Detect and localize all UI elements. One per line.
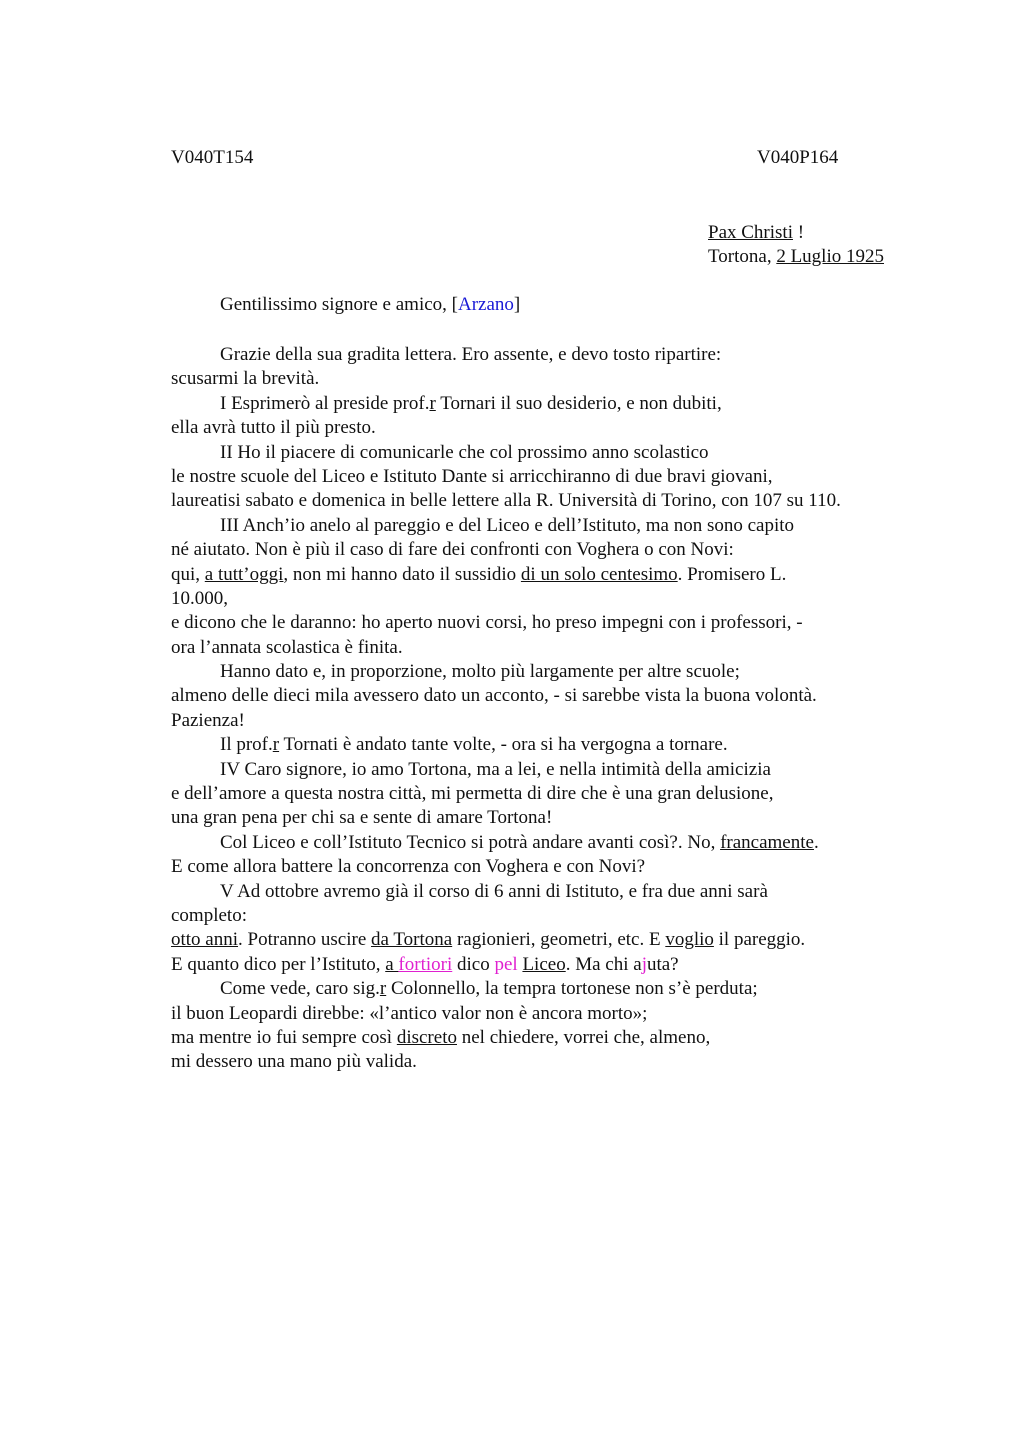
body-line: I Esprimerò al preside prof.r Tornari il suo desiderio, e non dubiti, <box>220 392 722 414</box>
body-line: né aiutato. Non è più il caso di fare dei confronti con Voghera o con Novi: <box>171 539 734 561</box>
body-line: Col Liceo e coll’Istituto Tecnico si potrà andare avanti così?. No, francamente. <box>220 831 819 853</box>
body-line: il buon Leopardi direbbe: «l’antico valor non è ancora morto»; <box>171 1002 648 1024</box>
annotation-j: j <box>641 953 647 975</box>
body-line: II Ho il piacere di comunicarle che col prossimo anno scolastico <box>220 441 709 463</box>
body-line: almeno delle dieci mila avessero dato un acconto, - si sarebbe vista la buona volontà. <box>171 685 817 707</box>
body-line: IV Caro signore, io amo Tortona, ma a lei, e nella intimità della amicizia <box>220 758 771 780</box>
body-line: Come vede, caro sig.r Colonnello, la tempra tortonese non s’è perduta; <box>220 978 758 1000</box>
body-line: Hanno dato e, in proporzione, molto più largamente per altre scuole; <box>220 661 740 683</box>
annotation-pel: pel <box>494 953 518 975</box>
document-code-left: V040T154 <box>171 147 254 168</box>
body-line: ella avrà tutto il più presto. <box>171 417 376 439</box>
recipient-name: Arzano <box>457 294 514 315</box>
body-line: otto anni. Potranno uscire da Tortona ragionieri, geometri, etc. E voglio il pareggio. <box>171 929 806 951</box>
body-line: scusarmi la brevità. <box>171 368 320 390</box>
body-line: E come allora battere la concorrenza con Voghera e con Novi? <box>171 856 646 878</box>
body-line: e dell’amore a questa nostra città, mi permetta di dire che è una gran delusione, <box>171 783 774 805</box>
body-line: E quanto dico per l’Istituto, a fortiori dico pel Liceo. Ma chi ajuta? <box>171 953 679 975</box>
pax-mark: ! <box>792 222 805 243</box>
place-date-line <box>708 245 884 269</box>
body-line: laureatisi sabato e domenica in belle lettere alla R. Università di Torino, con 107 su 110. <box>171 490 841 512</box>
place: Tortona, <box>708 246 777 267</box>
body-line: V Ad ottobre avremo già il corso di 6 anni di Istituto, e fra due anni sarà <box>220 880 768 902</box>
body-line: Grazie della sua gradita lettera. Ero assente, e devo tosto ripartire: <box>220 344 722 365</box>
body-line: qui, a tutt’oggi, non mi hanno dato il sussidio di un solo centesimo. Promisero L. <box>171 563 787 585</box>
body-line: le nostre scuole del Liceo e Istituto Dante si arricchiranno di due bravi giovani, <box>171 465 773 487</box>
greeting: Gentilissimo signore e amico, [Arzano] <box>220 294 521 315</box>
body-line: e dicono che le daranno: ho aperto nuovi corsi, ho preso impegni con i professori, - <box>171 612 803 634</box>
body-line: una gran pena per chi sa e sente di amare Tortona! <box>171 807 553 829</box>
body-line: 10.000, <box>171 587 228 609</box>
body-line: mi dessero una mano più valida. <box>171 1051 417 1073</box>
body-line: completo: <box>171 904 247 926</box>
annotation-fortiori: fortiori <box>398 953 453 975</box>
letter-body <box>171 343 911 1075</box>
body-line: III Anch’io anelo al pareggio e del Liceo e dell’Istituto, ma non sono capito <box>220 514 795 536</box>
body-line: Il prof.r Tornati è andato tante volte, - ora si ha vergogna a tornare. <box>220 734 728 756</box>
body-line: Pazienza! <box>171 709 245 731</box>
date: 2 Luglio 1925 <box>776 246 884 267</box>
letter-heading <box>708 221 884 269</box>
document-code-right: V040P164 <box>757 147 839 168</box>
pax-christi: Pax Christi <box>708 222 793 243</box>
body-line: ora l’annata scolastica è finita. <box>171 636 403 658</box>
body-line: ma mentre io fui sempre così discreto nel chiedere, vorrei che, almeno, <box>171 1026 711 1048</box>
salutation-line <box>708 221 884 245</box>
